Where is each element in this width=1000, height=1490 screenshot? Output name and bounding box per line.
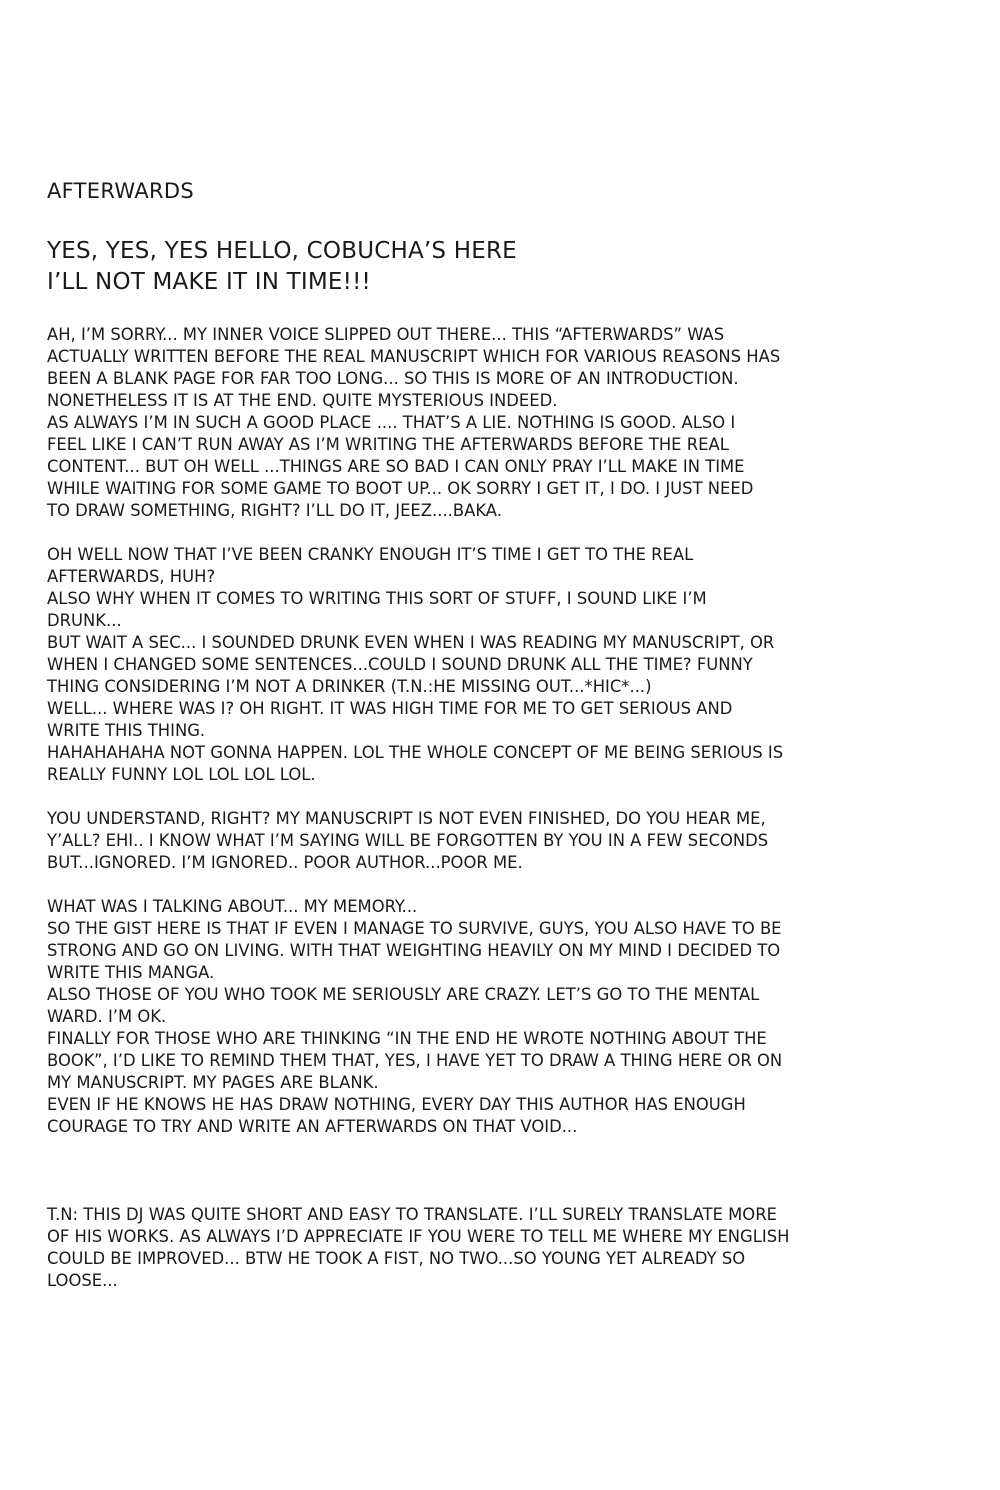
translator-note [47,1204,967,1292]
text-line: DRUNK... [47,611,122,630]
text-line: WRITE THIS MANGA. [47,963,215,982]
paragraph-spacer [47,874,967,896]
text-line: FINALLY FOR THOSE WHO ARE THINKING “IN THE END HE WROTE NOTHING ABOUT THE [47,1029,767,1048]
text-line: AS ALWAYS I’M IN SUCH A GOOD PLACE .... THAT’S A LIE. NOTHING IS GOOD. ALSO I [47,413,736,432]
text-line: WARD. I’M OK. [47,1007,167,1026]
text-line: MY MANUSCRIPT. MY PAGES ARE BLANK. [47,1073,379,1092]
text-line: ALSO WHY WHEN IT COMES TO WRITING THIS SORT OF STUFF, I SOUND LIKE I’M [47,589,707,608]
text-line: THING CONSIDERING I’M NOT A DRINKER (T.N.:HE MISSING OUT...*HIC*...) [47,677,652,696]
text-line: WHEN I CHANGED SOME SENTENCES...COULD I SOUND DRUNK ALL THE TIME? FUNNY [47,655,753,674]
text-line: TO DRAW SOMETHING, RIGHT? I’LL DO IT, JEEZ....BAKA. [47,501,502,520]
paragraph [47,544,967,786]
text-line: BEEN A BLANK PAGE FOR FAR TOO LONG... SO THIS IS MORE OF AN INTRODUCTION. [47,369,739,388]
text-line: NONETHELESS IT IS AT THE END. QUITE MYSTERIOUS INDEED. [47,391,558,410]
text-line: STRONG AND GO ON LIVING. WITH THAT WEIGHTING HEAVILY ON MY MIND I DECIDED TO [47,941,781,960]
text-line: WHAT WAS I TALKING ABOUT... MY MEMORY... [47,897,418,916]
text-line: BOOK”, I’D LIKE TO REMIND THEM THAT, YES, I HAVE YET TO DRAW A THING HERE OR ON [47,1051,783,1070]
text-line: WRITE THIS THING. [47,721,206,740]
text-line: AFTERWARDS, HUH? [47,567,216,586]
text-line: FEEL LIKE I CAN’T RUN AWAY AS I’M WRITING THE AFTERWARDS BEFORE THE REAL [47,435,729,454]
text-line: LOOSE... [47,1271,118,1290]
title-line: YES, YES, YES HELLO, COBUCHA’S HERE [47,238,517,264]
text-line: ACTUALLY WRITTEN BEFORE THE REAL MANUSCRIPT WHICH FOR VARIOUS REASONS HAS [47,347,781,366]
section-spacer [47,1138,967,1204]
text-line: EVEN IF HE KNOWS HE HAS DRAW NOTHING, EVERY DAY THIS AUTHOR HAS ENOUGH [47,1095,746,1114]
text-line: AH, I’M SORRY... MY INNER VOICE SLIPPED OUT THERE... THIS “AFTERWARDS” WAS [47,325,725,344]
text-line: HAHAHAHAHA NOT GONNA HAPPEN. LOL THE WHOLE CONCEPT OF ME BEING SERIOUS IS [47,743,784,762]
text-line: ALSO THOSE OF YOU WHO TOOK ME SERIOUSLY ARE CRAZY. LET’S GO TO THE MENTAL [47,985,760,1004]
text-line: YOU UNDERSTAND, RIGHT? MY MANUSCRIPT IS NOT EVEN FINISHED, DO YOU HEAR ME, [47,809,766,828]
paragraph [47,896,967,1138]
text-line: BUT WAIT A SEC... I SOUNDED DRUNK EVEN WHEN I WAS READING MY MANUSCRIPT, OR [47,633,775,652]
title-line: I’LL NOT MAKE IT IN TIME!!! [47,269,371,295]
text-line: REALLY FUNNY LOL LOL LOL LOL. [47,765,316,784]
afterword-page [47,176,967,1292]
paragraph [47,808,967,874]
text-line: OF HIS WORKS. AS ALWAYS I’D APPRECIATE IF YOU WERE TO TELL ME WHERE MY ENGLISH [47,1227,790,1246]
text-line: BUT...IGNORED. I’M IGNORED.. POOR AUTHOR...POOR ME. [47,853,523,872]
text-line: CONTENT... BUT OH WELL ...THINGS ARE SO BAD I CAN ONLY PRAY I’LL MAKE IN TIME [47,457,745,476]
text-line: SO THE GIST HERE IS THAT IF EVEN I MANAGE TO SURVIVE, GUYS, YOU ALSO HAVE TO BE [47,919,782,938]
text-line: WELL... WHERE WAS I? OH RIGHT. IT WAS HIGH TIME FOR ME TO GET SERIOUS AND [47,699,733,718]
text-line: COULD BE IMPROVED... BTW HE TOOK A FIST, NO TWO...SO YOUNG YET ALREADY SO [47,1249,746,1268]
title-block [47,236,967,298]
paragraph [47,324,967,522]
section-heading: AFTERWARDS [47,179,194,203]
text-line: COURAGE TO TRY AND WRITE AN AFTERWARDS ON THAT VOID... [47,1117,578,1136]
paragraph-spacer [47,786,967,808]
text-line: OH WELL NOW THAT I’VE BEEN CRANKY ENOUGH IT’S TIME I GET TO THE REAL [47,545,694,564]
text-line: T.N: THIS DJ WAS QUITE SHORT AND EASY TO TRANSLATE. I’LL SURELY TRANSLATE MORE [47,1205,777,1224]
paragraph-spacer [47,522,967,544]
text-line: Y’ALL? EHI.. I KNOW WHAT I’M SAYING WILL BE FORGOTTEN BY YOU IN A FEW SECONDS [47,831,769,850]
body-text [47,324,967,1292]
text-line: WHILE WAITING FOR SOME GAME TO BOOT UP... OK SORRY I GET IT, I DO. I JUST NEED [47,479,754,498]
